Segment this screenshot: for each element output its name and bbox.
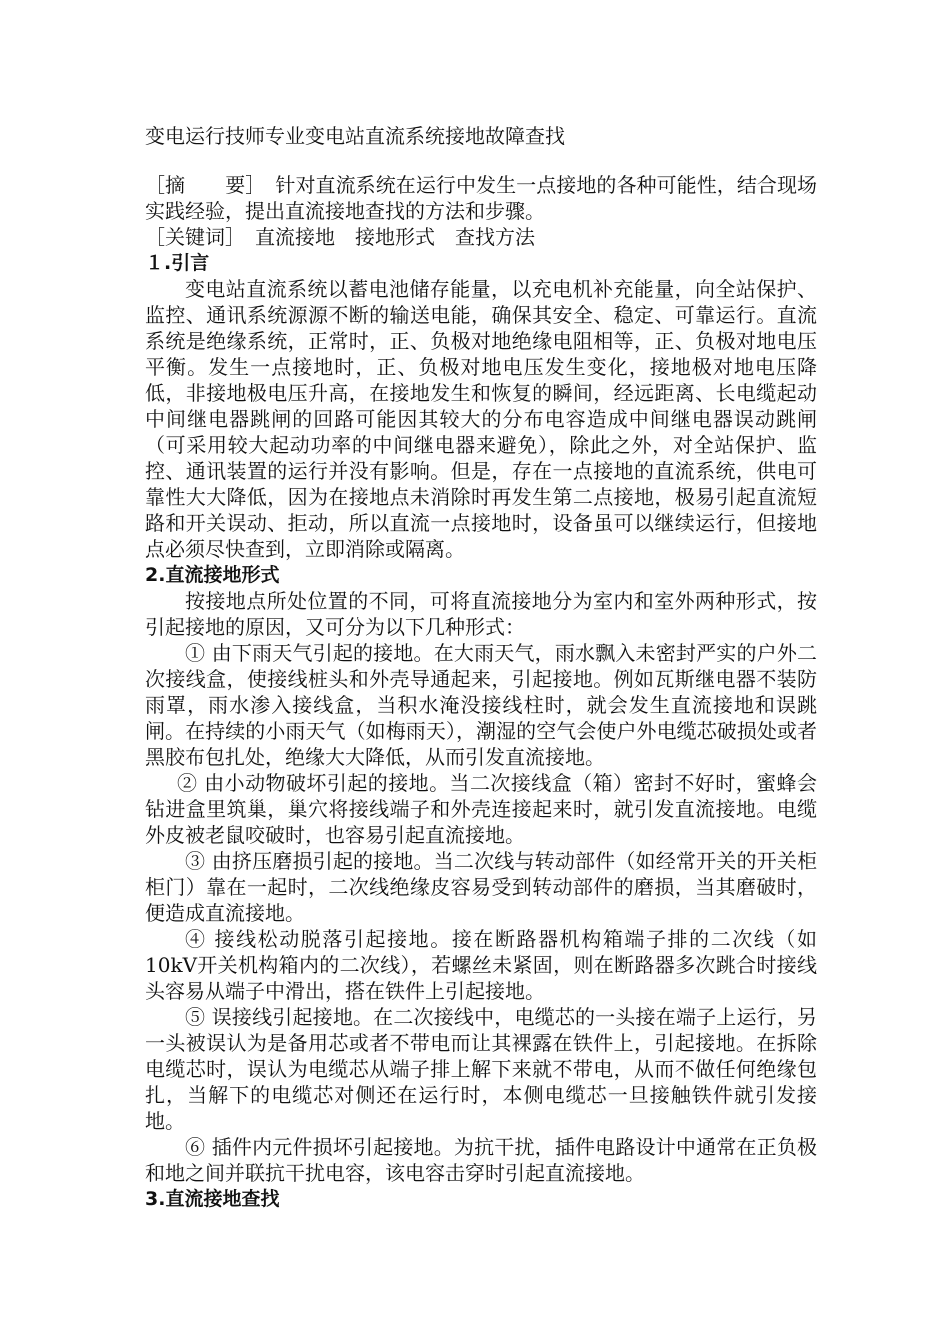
list-item: ② 由小动物破坏引起的接地。当二次接线盒（箱）密封不好时，蜜蜂会钻进盒里筑巢，巢穴将接线端子和外壳连接起来时，就引发直流接地。电缆外皮被老鼠咬破时，也容易引起直流接地。 <box>145 771 817 847</box>
document-body <box>145 172 817 1212</box>
section-3-heading: 3.直流接地查找 <box>145 1188 280 1210</box>
list-item: ⑤ 误接线引起接地。在二次接线中，电缆芯的一头接在端子上运行，另一头被误认为是备用芯或者不带电而让其裸露在铁件上，引起接地。在拆除电缆芯时，误认为电缆芯从端子排上解下来就不带电，从而不做任何绝缘包扎，当解下的电缆芯对侧还在运行时，本侧电缆芯一旦接触铁件就引发接地。 <box>145 1005 817 1133</box>
section-2-intro: 按接地点所处位置的不同，可将直流接地分为室内和室外两种形式，按引起接地的原因，又可分为以下几种形式： <box>145 589 817 639</box>
section-2-heading: 2.直流接地形式 <box>145 564 280 586</box>
list-item: ④ 接线松动脱落引起接地。接在断路器机构箱端子排的二次线（如10kV开关机构箱内的二次线），若螺丝未紧固，则在断路器多次跳合时接线头容易从端子中滑出，搭在铁件上引起接地。 <box>145 927 817 1003</box>
list-item: ③ 由挤压磨损引起的接地。当二次线与转动部件（如经常开关的开关柜柜门）靠在一起时，二次线绝缘皮容易受到转动部件的磨损，当其磨破时，便造成直流接地。 <box>145 849 817 925</box>
keywords: ［关键词］ 直流接地 接地形式 查找方法 <box>145 225 535 249</box>
section-1-paragraph: 变电站直流系统以蓄电池储存能量，以充电机补充能量，向全站保护、监控、通讯系统源源不断的输送电能，确保其安全、稳定、可靠运行。直流系统是绝缘系统，正常时，正、负极对地绝缘电阻相等，正、负极对地电压平衡。发生一点接地时，正、负极对地电压发生变化，接地极对地电压降低，非接地极电压升高，在接地发生和恢复的瞬间，经远距离、长电缆起动中间继电器跳闸的回路可能因其较大的分布电容造成中间继电器误动跳闸（可采用较大起动功率的中间继电器来避免），除此之外，对全站保护、监控、通讯装置的运行并没有影响。但是，存在一点接地的直流系统，供电可靠性大大降低，因为在接地点未消除时再发生第二点接地，极易引起直流短路和开关误动、拒动，所以直流一点接地时，设备虽可以继续运行，但接地点必须尽快查到，立即消除或隔离。 <box>145 277 817 561</box>
abstract: ［摘 要］ 针对直流系统在运行中发生一点接地的各种可能性，结合现场实践经验，提出直流接地查找的方法和步骤。 <box>145 173 817 223</box>
document-title: 变电运行技师专业变电站直流系统接地故障查找 <box>145 124 565 148</box>
list-item: ① 由下雨天气引起的接地。在大雨天气，雨水飘入未密封严实的户外二次接线盒，使接线桩头和外壳导通起来，引起接地。例如瓦斯继电器不装防雨罩，雨水渗入接线盒，当积水淹没接线柱时，就会发生直流接地和误跳闸。在持续的小雨天气（如梅雨天），潮湿的空气会使户外电缆芯破损处或者黑胶布包扎处，绝缘大大降低，从而引发直流接地。 <box>145 641 817 769</box>
section-1-heading: １.引言 <box>145 252 210 274</box>
list-item: ⑥ 插件内元件损坏引起接地。为抗干扰，插件电路设计中通常在正负极和地之间并联抗干扰电容，该电容击穿时引起直流接地。 <box>145 1135 817 1185</box>
